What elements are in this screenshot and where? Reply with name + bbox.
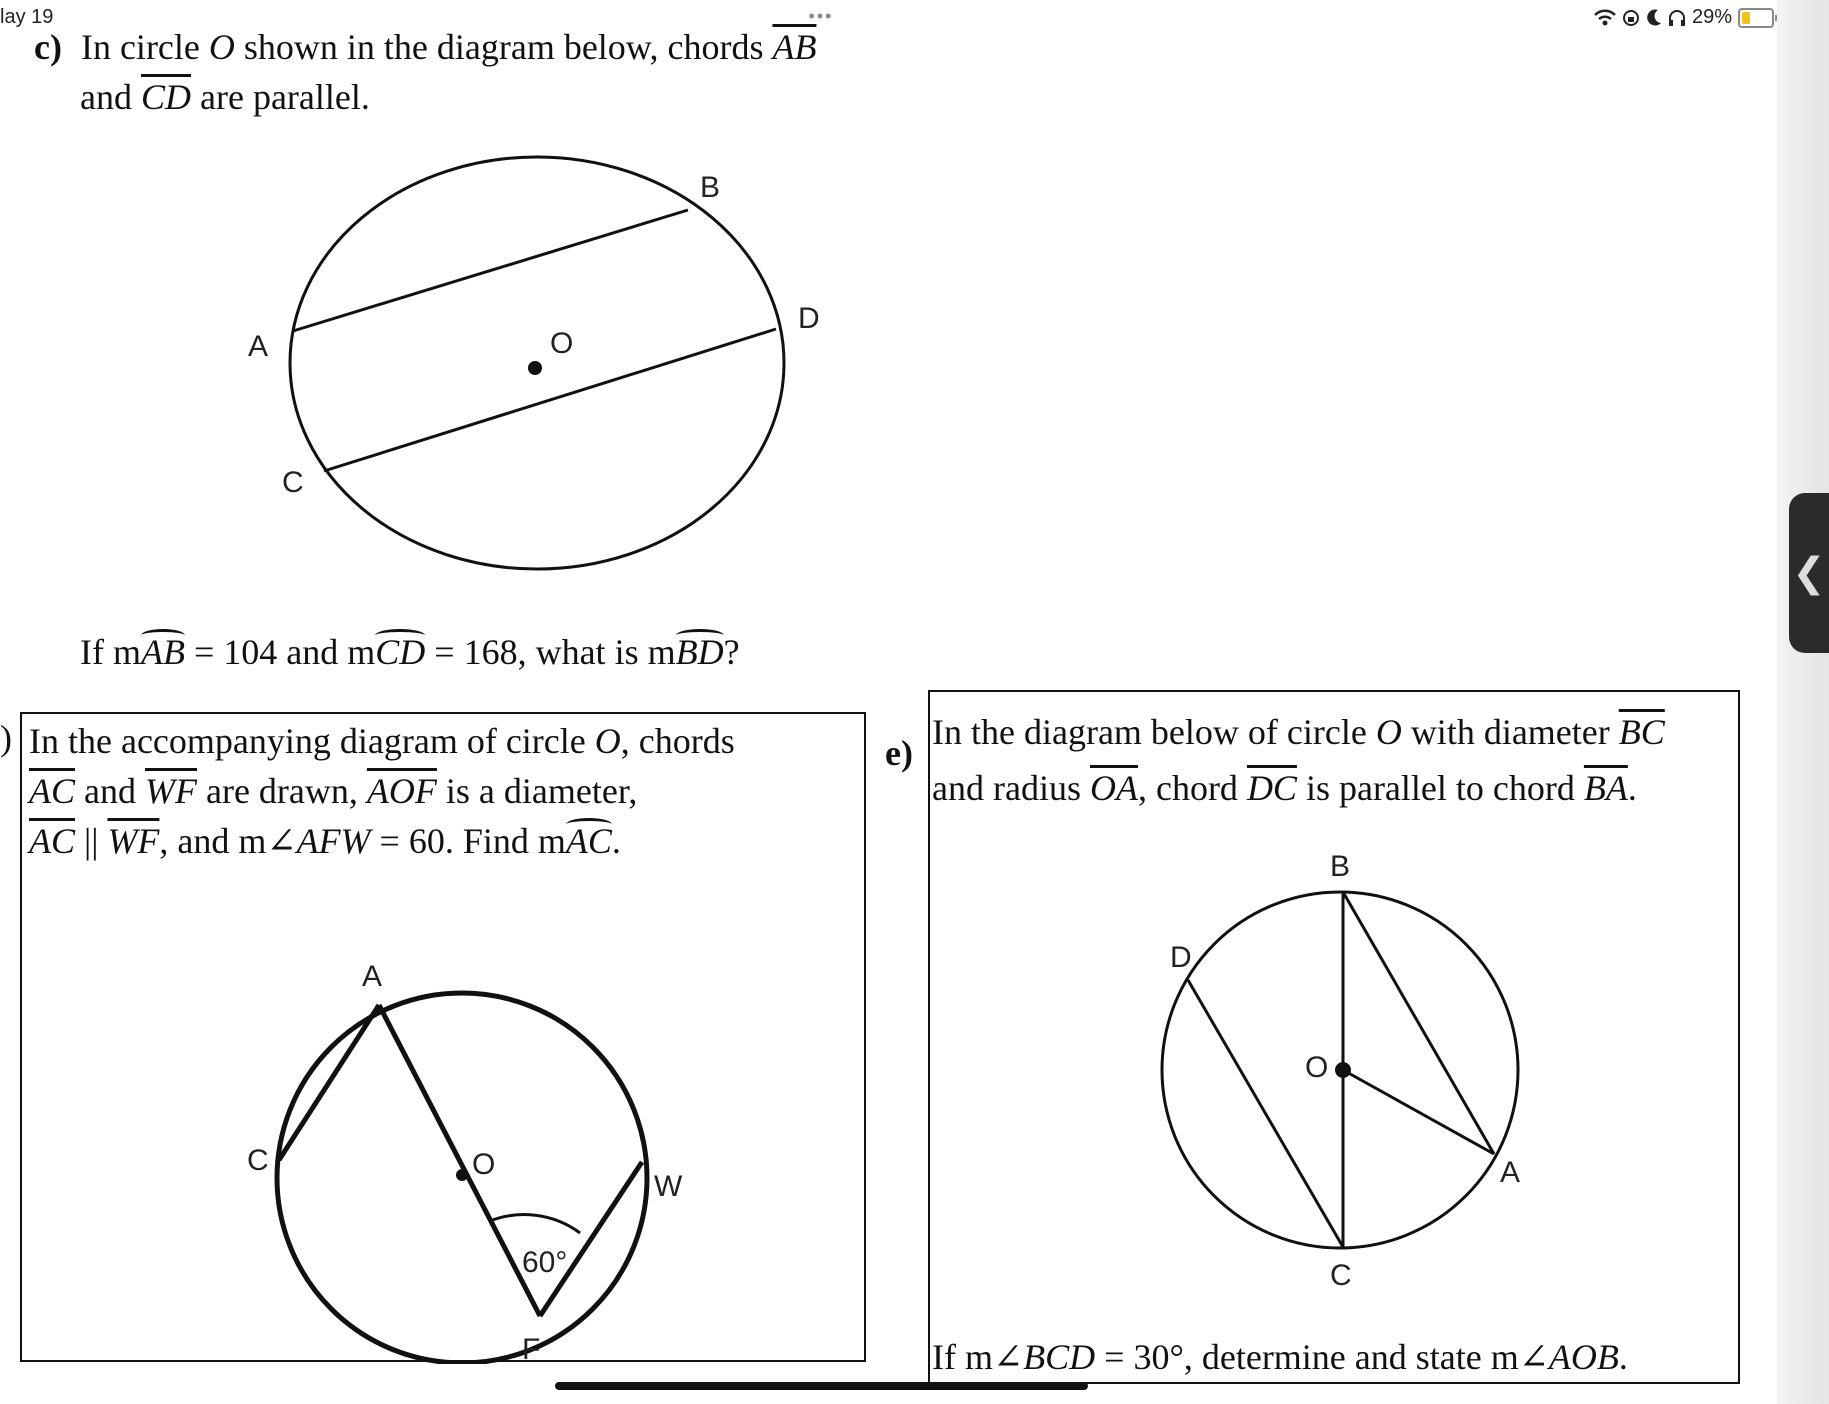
question-d-box — [20, 712, 866, 1362]
angle-60-label: 60° — [522, 1246, 568, 1279]
center-o-dot — [456, 1169, 468, 1181]
point-a-label: A — [362, 960, 383, 993]
question-c-ask: If mAB = 104 and mCD = 168, what is mBD? — [80, 627, 740, 677]
circle-c-diagram — [230, 150, 850, 590]
point-d-label: D — [798, 302, 820, 335]
wifi-icon — [1594, 9, 1616, 27]
point-a-label: A — [1500, 1156, 1521, 1189]
sidebar-handle[interactable] — [1789, 493, 1829, 653]
right-sidebar — [1777, 0, 1829, 1404]
chord-ab: $\overline{AB}$ — [772, 27, 817, 67]
point-o-label: O — [472, 1148, 496, 1181]
point-b-label: B — [700, 171, 721, 204]
battery-percent: 29% — [1691, 6, 1732, 28]
circle-e-diagram — [1130, 842, 1530, 1292]
point-d-label: D — [1170, 941, 1192, 974]
circle-d-diagram — [222, 934, 742, 1364]
center-o-dot — [1335, 1062, 1351, 1078]
question-e-text: In the diagram below of circle O with diameter $\overline{BC}$ and radius $\overline{OA}$, chord $\overline{DC}$ is parallel to chord $\overline{BA}$. — [932, 712, 1665, 808]
question-e-box — [928, 690, 1740, 1384]
chord-cd: $\overline{CD}$ — [140, 77, 191, 117]
question-c-label: c) — [34, 27, 62, 67]
question-e-label: e) — [885, 733, 913, 773]
arc-ac: AC — [566, 816, 612, 866]
angle-60-arc — [490, 1215, 580, 1233]
arc-cd: CD — [375, 627, 425, 677]
point-w-label: W — [654, 1170, 683, 1203]
screen-lock-icon — [1622, 9, 1640, 27]
question-e-ask: If m∠BCD = 30°, determine and state m∠AOB. — [932, 1337, 1628, 1377]
diameter-aof-line — [379, 1005, 540, 1316]
status-time: lay 19 — [0, 6, 54, 28]
question-c-text-line2: and $\overline{CD}$ are parallel. — [80, 77, 370, 117]
arc-ab: AB — [141, 627, 185, 677]
chord-dc-line — [1188, 980, 1343, 1247]
point-f-label: F — [522, 1333, 541, 1364]
moon-icon — [1646, 9, 1662, 27]
center-o-dot — [528, 361, 542, 375]
headphones-icon — [1668, 9, 1686, 27]
chord-ac-line — [279, 1005, 379, 1160]
question-d-label: ) — [0, 718, 12, 758]
battery-icon — [1738, 8, 1774, 28]
chord-wf-line — [540, 1162, 642, 1316]
point-o-label: O — [550, 327, 574, 360]
status-icons — [1594, 6, 1774, 29]
question-d-text: In the accompanying diagram of circle O, chords $\overline{AC}$ and $\overline{WF}$ are drawn, $\overline{AOF}$ is a diameter, $\overline{AC}$ || $\overline{WF}$, and m∠AFW = 60. Find mAC. — [29, 716, 735, 866]
chevron-left-icon: ❮ — [1792, 550, 1826, 596]
point-o-label: O — [1305, 1051, 1329, 1084]
point-c-label: C — [1330, 1259, 1352, 1292]
question-c-text: c) In circle O shown in the diagram below, chords $\overline{AB}$ — [34, 27, 817, 67]
multitasking-dots-icon[interactable]: ••• — [808, 6, 834, 26]
point-c-label: C — [247, 1144, 269, 1177]
chord-ba-line — [1343, 892, 1494, 1154]
arc-bd: BD — [676, 627, 724, 677]
point-a-label: A — [248, 330, 269, 363]
point-c-label: C — [282, 466, 304, 499]
home-indicator[interactable] — [555, 1382, 1088, 1390]
point-b-label: B — [1330, 850, 1351, 883]
